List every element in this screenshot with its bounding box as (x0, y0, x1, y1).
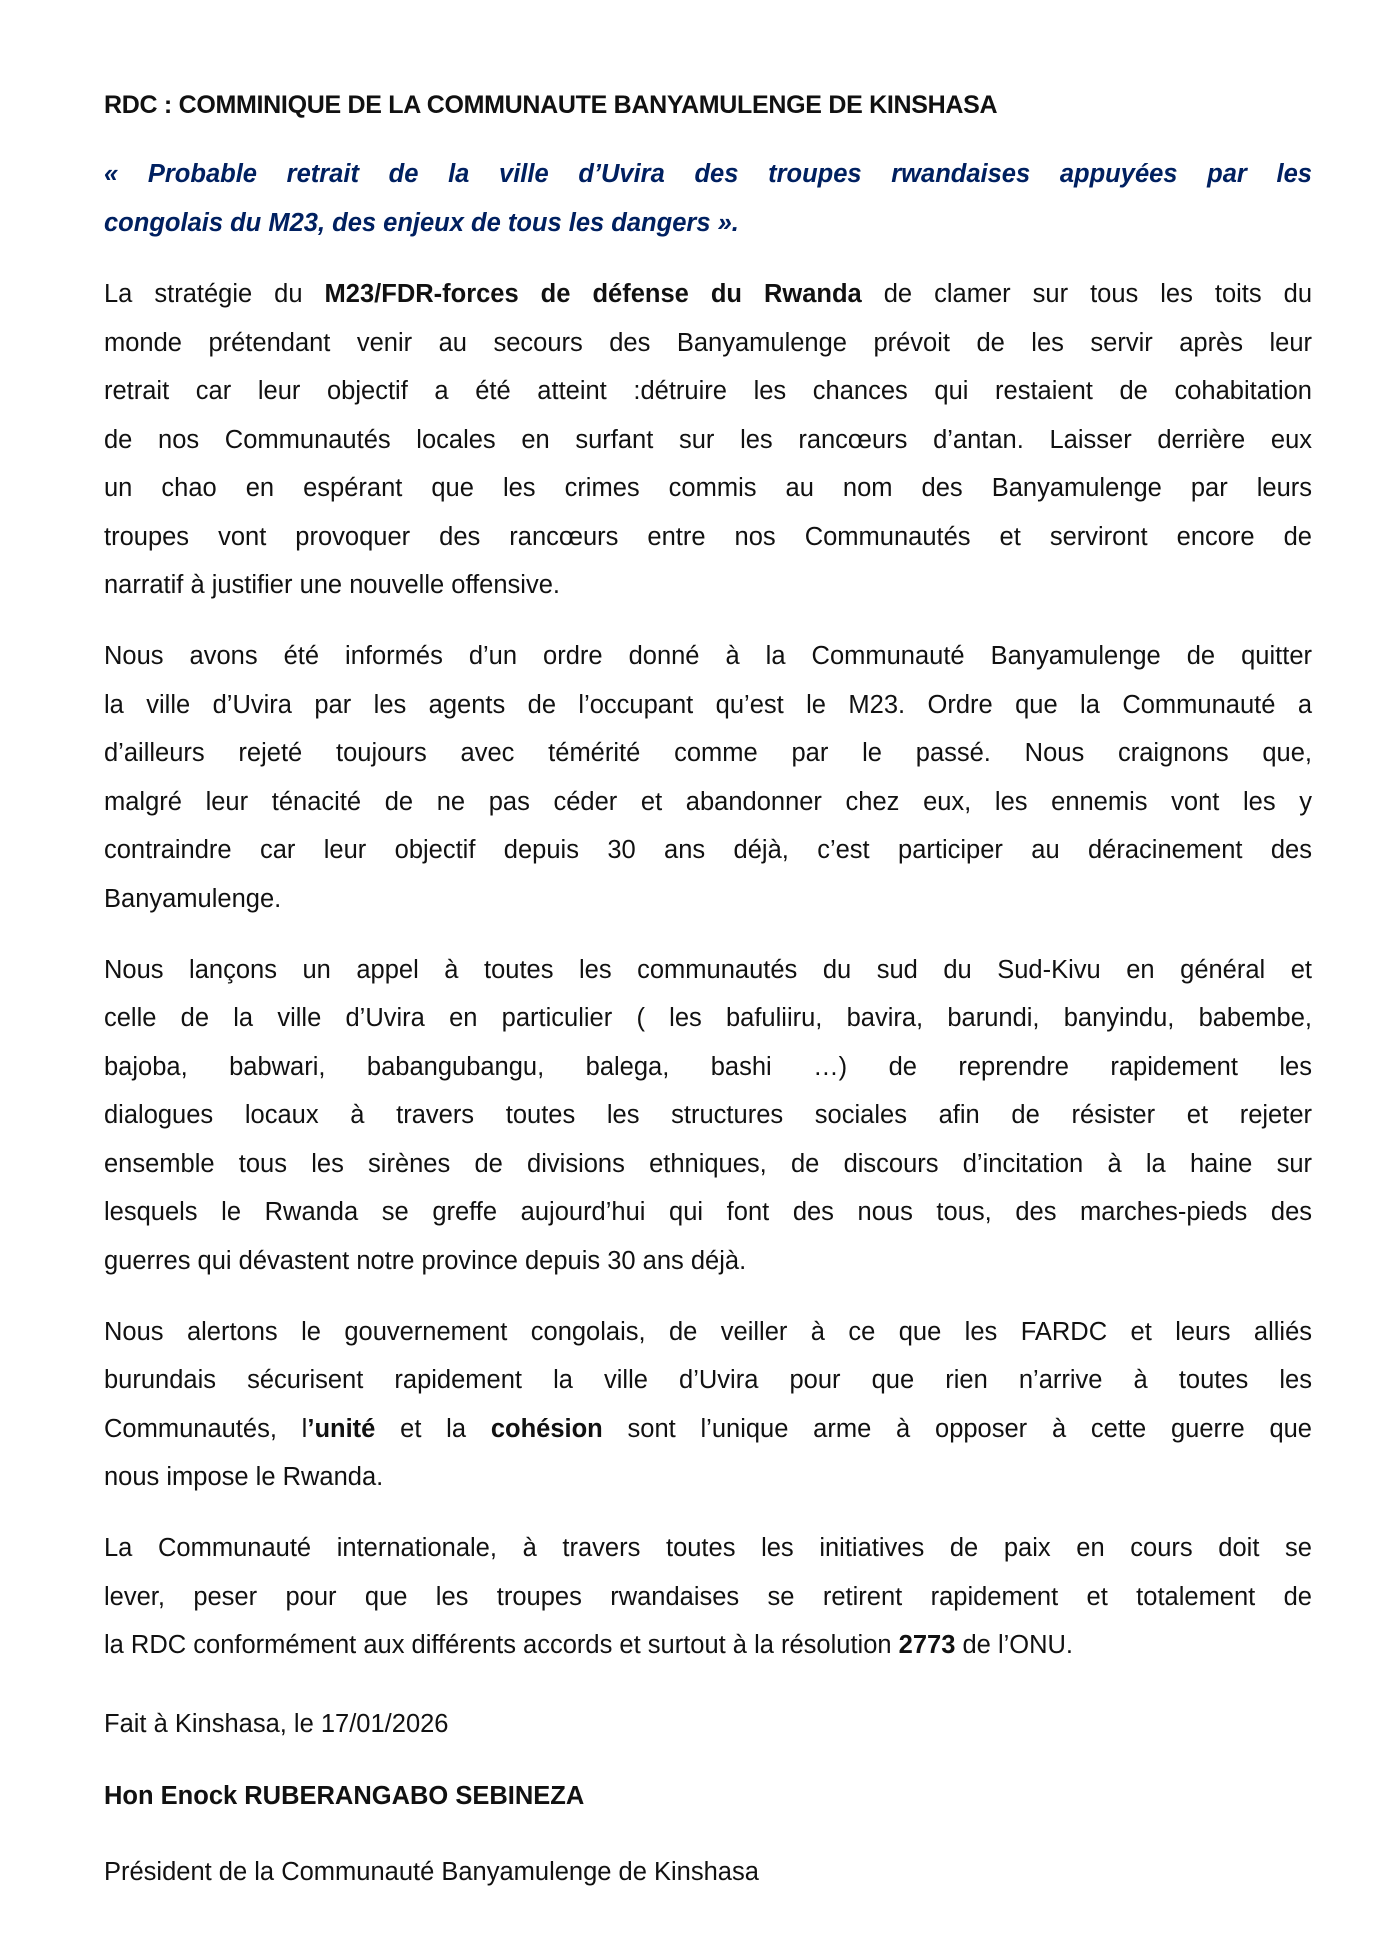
text: la RDC conformément aux différents accords et surtout à la résolution (104, 1631, 899, 1659)
paragraph-3-line-3: bajoba, babwari, babangubangu, balega, bashi …) de reprendre rapidement les (104, 1053, 1312, 1081)
signatory-title: Président de la Communauté Banyamulenge de Kinshasa (104, 1858, 759, 1886)
paragraph-1-line-1 (104, 277, 1312, 311)
paragraph-2-line-1: Nous avons été informés d’un ordre donné à la Communauté Banyamulenge de quitter (104, 642, 1312, 670)
paragraph-4-line-4: nous impose le Rwanda. (104, 1463, 384, 1491)
text: de clamer sur tous les toits du (861, 280, 1312, 308)
paragraph-3-line-4: dialogues locaux à travers toutes les structures sociales afin de résister et rejeter (104, 1101, 1312, 1129)
paragraph-5-line-3 (104, 1628, 1312, 1662)
paragraph-3-line-1: Nous lançons un appel à toutes les communautés du sud du Sud-Kivu en général et (104, 956, 1312, 984)
paragraph-3-line-7: guerres qui dévastent notre province depuis 30 ans déjà. (104, 1247, 747, 1275)
paragraph-1-line-7: narratif à justifier une nouvelle offensive. (104, 571, 560, 599)
subtitle-line-1: « Probable retrait de la ville d’Uvira des troupes rwandaises appuyées par les (104, 160, 1312, 188)
paragraph-5-line-1: La Communauté internationale, à travers toutes les initiatives de paix en cours doit se (104, 1534, 1312, 1562)
paragraph-2-line-6: Banyamulenge. (104, 885, 282, 913)
paragraph-3-line-6: lesquels le Rwanda se greffe aujourd’hui qui font des nous tous, des marches-pieds des (104, 1198, 1312, 1226)
text: et la (375, 1415, 491, 1443)
paragraph-3-line-5: ensemble tous les sirènes de divisions ethniques, de discours d’incitation à la haine sur (104, 1150, 1312, 1178)
paragraph-1-line-4: de nos Communautés locales en surfant sur les rancœurs d’antan. Laisser derrière eux (104, 426, 1312, 454)
document-heading: RDC : COMMINIQUE DE LA COMMUNAUTE BANYAMULENGE DE KINSHASA (104, 91, 998, 119)
paragraph-4-line-2: burundais sécurisent rapidement la ville d’Uvira pour que rien n’arrive à toutes les (104, 1366, 1312, 1394)
paragraph-5-line-2: lever, peser pour que les troupes rwandaises se retirent rapidement et totalement de (104, 1583, 1312, 1611)
paragraph-3-line-2: celle de la ville d’Uvira en particulier ( les bafuliiru, bavira, barundi, banyindu, babembe, (104, 1004, 1312, 1032)
paragraph-1-line-5: un chao en espérant que les crimes commis au nom des Banyamulenge par leurs (104, 474, 1312, 502)
paragraph-4-line-1: Nous alertons le gouvernement congolais, de veiller à ce que les FARDC et leurs alliés (104, 1318, 1312, 1346)
paragraph-1-line-6: troupes vont provoquer des rancœurs entre nos Communautés et serviront encore de (104, 523, 1312, 551)
place-and-date: Fait à Kinshasa, le 17/01/2026 (104, 1710, 449, 1738)
bold-text: M23/FDR-forces de défense du Rwanda (324, 280, 862, 308)
text: La stratégie du (104, 280, 325, 308)
paragraph-4-line-3 (104, 1412, 1312, 1446)
bold-resolution-number: 2773 (898, 1631, 956, 1659)
text: sont l’unique arme à opposer à cette guerre que (602, 1415, 1312, 1443)
paragraph-1-line-2: monde prétendant venir au secours des Banyamulenge prévoit de les servir après leur (104, 329, 1312, 357)
text: Communautés, l (104, 1415, 308, 1443)
paragraph-2-line-3: d’ailleurs rejeté toujours avec témérité comme par le passé. Nous craignons que, (104, 739, 1312, 767)
paragraph-1-line-3: retrait car leur objectif a été atteint :détruire les chances qui restaient de cohabitation (104, 377, 1312, 405)
paragraph-2-line-2: la ville d’Uvira par les agents de l’occupant qu’est le M23. Ordre que la Communauté a (104, 691, 1312, 719)
bold-cohesion: cohésion (490, 1415, 603, 1443)
signatory-name: Hon Enock RUBERANGABO SEBINEZA (104, 1782, 585, 1810)
paragraph-2-line-4: malgré leur ténacité de ne pas céder et abandonner chez eux, les ennemis vont les y (104, 788, 1312, 816)
paragraph-2-line-5: contraindre car leur objectif depuis 30 ans déjà, c’est participer au déracinement des (104, 836, 1312, 864)
bold-unite: ’unité (307, 1415, 376, 1443)
subtitle-line-2: congolais du M23, des enjeux de tous les dangers ». (104, 209, 739, 237)
text: de l’ONU. (955, 1631, 1074, 1659)
